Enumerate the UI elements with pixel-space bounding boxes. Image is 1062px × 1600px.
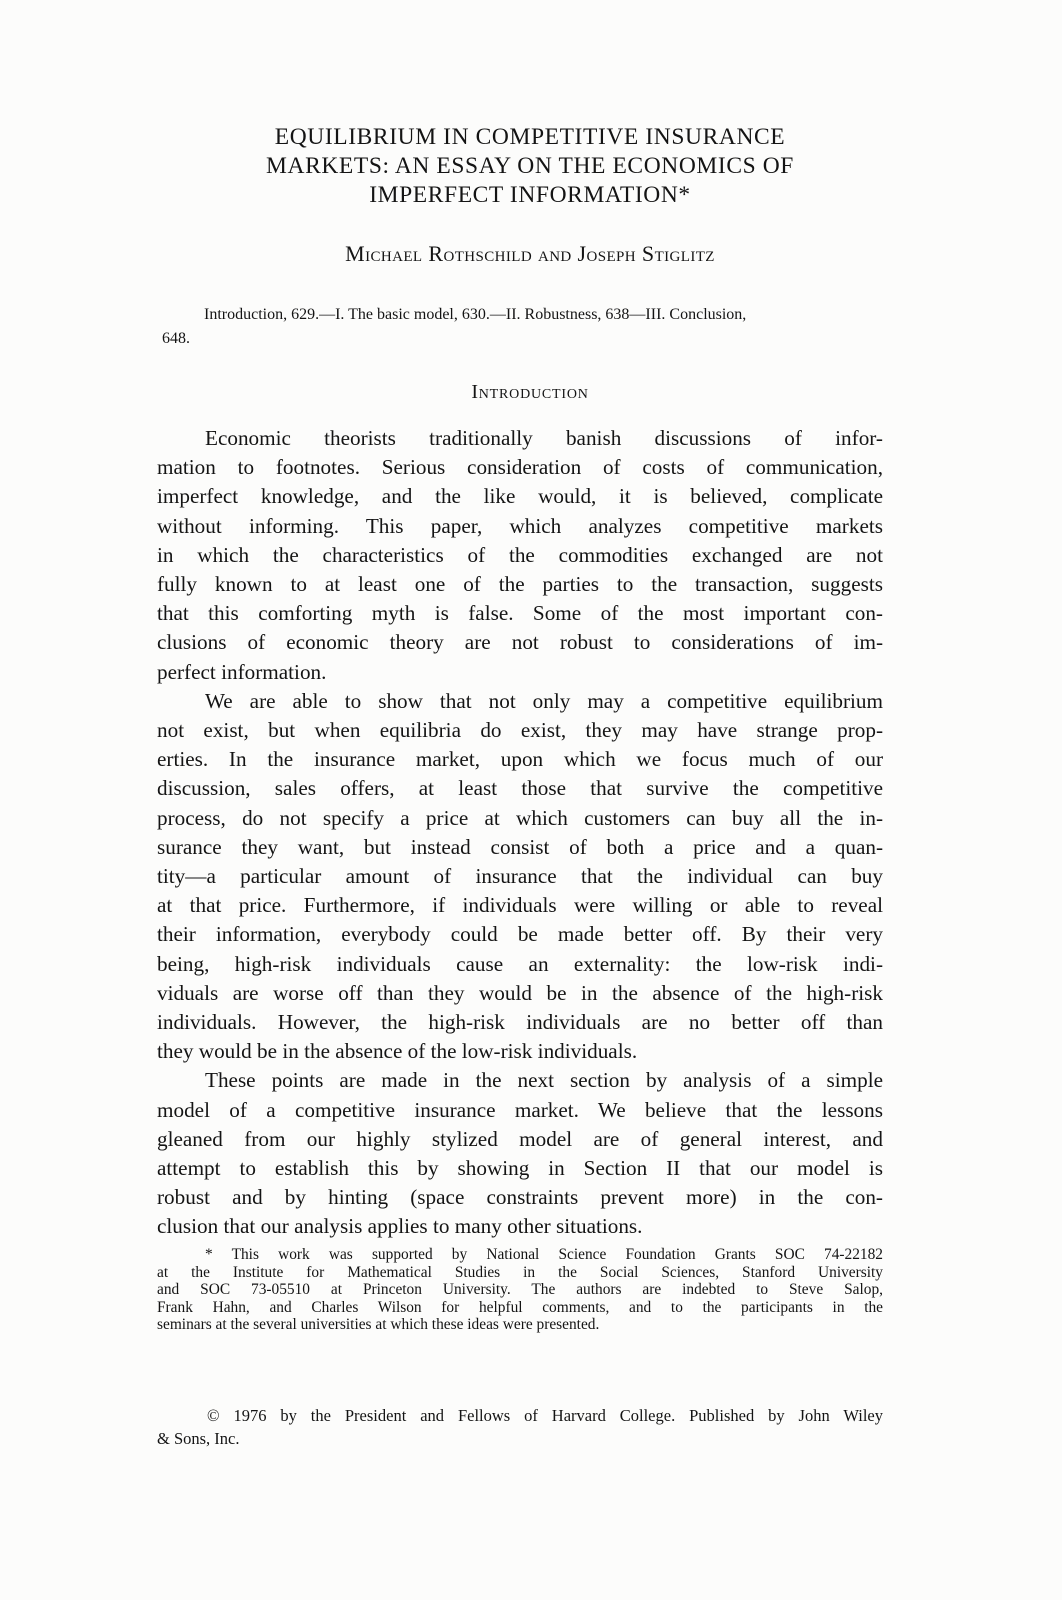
footnote-line: at the Institute for Mathematical Studies in the Social Sciences, Stanford University [157,1263,883,1281]
text-line: fully known to at least one of the parties to the transaction, suggests [157,572,883,597]
text-line: their information, everybody could be made better off. By their very [157,922,883,947]
footnote [157,1246,883,1334]
section-heading: Introduction [471,381,589,403]
copyright-line: & Sons, Inc. [157,1429,240,1448]
text-line: without informing. This paper, which analyzes competitive markets [157,513,883,538]
text-line: erties. In the insurance market, upon which we focus much of our [157,747,883,772]
text-line: that this comforting myth is false. Some of the most important con- [157,601,883,626]
text-line: they would be in the absence of the low-risk individuals. [157,1039,638,1064]
table-of-contents [162,303,902,351]
text-line: attempt to establish this by showing in Section II that our model is [157,1156,883,1181]
text-line: Economic theorists traditionally banish discussions of infor- [205,426,883,450]
text-line: at that price. Furthermore, if individuals were willing or able to reveal [157,893,883,918]
title-line: EQUILIBRIUM IN COMPETITIVE INSURANCE [274,124,786,150]
text-line: viduals are worse off than they would be in the absence of the high-risk [157,980,883,1005]
text-line: clusion that our analysis applies to many other situations. [157,1214,643,1239]
title-line: IMPERFECT INFORMATION* [369,182,691,208]
text-line: being, high-risk individuals cause an externality: the low-risk indi- [157,951,883,976]
text-line: robust and by hinting (space constraints prevent more) in the con- [157,1185,883,1210]
text-line: surance they want, but instead consist of both a price and a quan- [157,834,883,859]
text-line: mation to footnotes. Serious consideration of costs of communication, [157,455,883,480]
text-line: tity—a particular amount of insurance that the individual can buy [157,864,883,889]
article-authors: Michael Rothschild and Joseph Stiglitz [345,241,715,266]
text-line: These points are made in the next section by analysis of a simple [205,1068,883,1093]
title-line: MARKETS: AN ESSAY ON THE ECONOMICS OF [266,153,794,179]
article-title [150,123,910,210]
text-line: process, do not specify a price at which customers can buy all the in- [157,805,883,830]
text-line: imperfect knowledge, and the like would, it is believed, complicate [157,484,883,509]
text-line: in which the characteristics of the commodities exchanged are not [157,542,883,567]
text-line: We are able to show that not only may a competitive equilibrium [205,688,883,713]
text-line: clusions of economic theory are not robust to considerations of im- [157,630,883,655]
footnote-line: Frank Hahn, and Charles Wilson for helpful comments, and to the participants in the [157,1298,883,1316]
footnote-line: seminars at the several universities at which these ideas were presented. [157,1316,600,1334]
toc-line: Introduction, 629.—I. The basic model, 630.—II. Robustness, 638—III. Conclusion, [204,306,747,323]
text-line: not exist, but when equilibria do exist, they may have strange prop- [157,718,883,743]
copyright-line: © 1976 by the President and Fellows of Harvard College. Published by John Wiley [207,1406,883,1425]
body-text [157,424,883,1242]
footnote-line: and SOC 73-05510 at Princeton University. The authors are indebted to Steve Salop, [157,1281,883,1299]
text-line: gleaned from our highly stylized model are of general interest, and [157,1126,883,1151]
text-line: discussion, sales offers, at least those that survive the competitive [157,776,883,801]
footnote-line: * This work was supported by National Science Foundation Grants SOC 74-22182 [205,1246,883,1263]
toc-line: 648. [162,330,190,347]
text-line: individuals. However, the high-risk individuals are no better off than [157,1010,883,1035]
copyright-notice [157,1404,883,1450]
text-line: model of a competitive insurance market. We believe that the lessons [157,1097,883,1122]
text-line: perfect information. [157,659,327,684]
